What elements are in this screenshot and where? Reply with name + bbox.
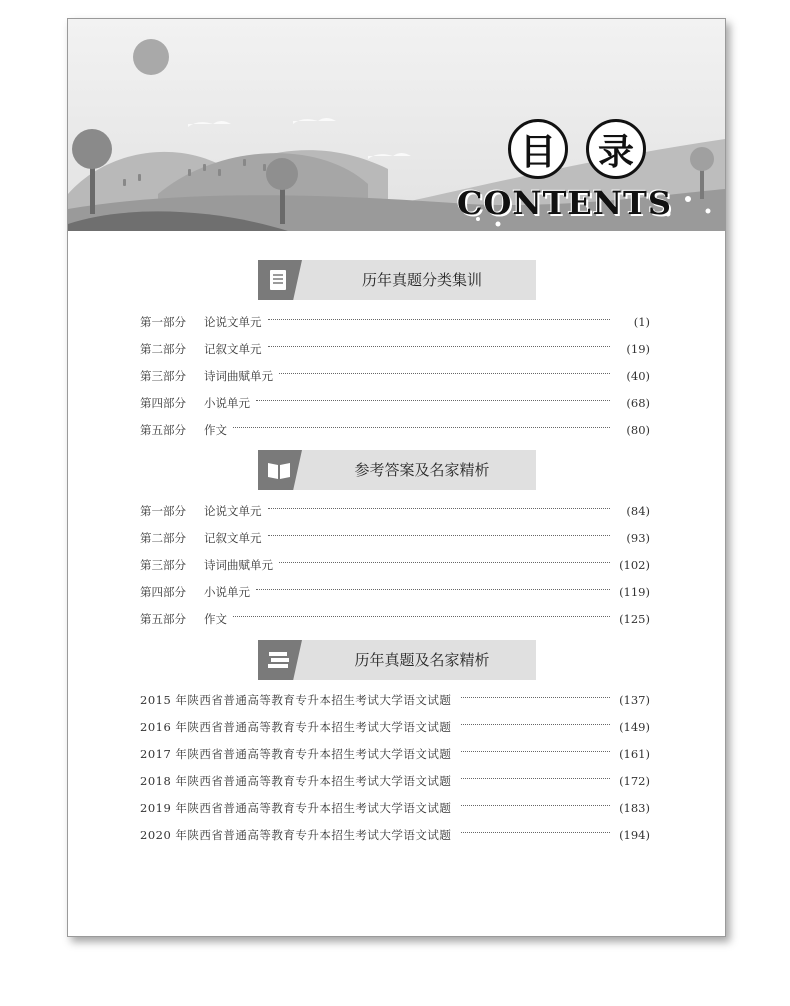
title-char-lu: 录	[586, 119, 646, 179]
toc-entry[interactable]: 第一部分 论说文单元 (84)	[140, 504, 650, 518]
dot-leader	[268, 535, 611, 536]
dot-leader	[461, 832, 610, 833]
dot-leader	[268, 319, 611, 320]
dot-leader	[279, 562, 610, 563]
section-title: 历年真题分类集训	[361, 271, 482, 289]
toc-entry[interactable]: 第三部分 诗词曲赋单元 (40)	[140, 369, 650, 383]
section-title: 历年真题及名家精析	[354, 651, 490, 669]
contents-title-english: CONTENTS	[457, 184, 672, 222]
dot-leader	[233, 427, 610, 428]
dot-leader	[461, 805, 610, 806]
toc-entry[interactable]: 第五部分 作文 (125)	[140, 612, 650, 626]
dot-leader	[256, 400, 610, 401]
toc-entry[interactable]: 2019 年陕西省普通高等教育专升本招生考试大学语文试题 (183)	[140, 801, 650, 815]
book-page	[67, 18, 726, 937]
dot-leader	[268, 508, 611, 509]
dot-leader	[279, 373, 610, 374]
dot-leader	[461, 724, 610, 725]
contents-title-chinese	[508, 119, 646, 179]
toc-entry[interactable]: 2016 年陕西省普通高等教育专升本招生考试大学语文试题 (149)	[140, 720, 650, 734]
toc-entry[interactable]: 第二部分 记叙文单元 (93)	[140, 531, 650, 545]
toc-entry[interactable]: 第四部分 小说单元 (68)	[140, 396, 650, 410]
section-header-2	[258, 450, 536, 490]
section-header-3	[258, 640, 536, 680]
dot-leader	[256, 589, 610, 590]
toc-entry[interactable]: 第五部分 作文 (80)	[140, 423, 650, 437]
toc-entry[interactable]: 第三部分 诗词曲赋单元 (102)	[140, 558, 650, 572]
document-icon	[266, 268, 290, 292]
toc-entry[interactable]: 2015 年陕西省普通高等教育专升本招生考试大学语文试题 (137)	[140, 693, 650, 707]
open-book-icon	[266, 458, 292, 482]
dot-leader	[461, 697, 610, 698]
toc-entry[interactable]: 2018 年陕西省普通高等教育专升本招生考试大学语文试题 (172)	[140, 774, 650, 788]
dot-leader	[461, 778, 610, 779]
toc-entry[interactable]: 2017 年陕西省普通高等教育专升本招生考试大学语文试题 (161)	[140, 747, 650, 761]
dot-leader	[233, 616, 610, 617]
book-stack-icon	[266, 648, 292, 672]
toc-entry[interactable]: 第四部分 小说单元 (119)	[140, 585, 650, 599]
sun-icon	[133, 39, 169, 75]
toc-entry[interactable]: 第一部分 论说文单元 (1)	[140, 315, 650, 329]
section-title: 参考答案及名家精析	[354, 461, 490, 479]
toc-entry[interactable]: 第二部分 记叙文单元 (19)	[140, 342, 650, 356]
dot-leader	[268, 346, 611, 347]
toc-entry[interactable]: 2020 年陕西省普通高等教育专升本招生考试大学语文试题 (194)	[140, 828, 650, 842]
section-header-1	[258, 260, 536, 300]
title-char-mu: 目	[508, 119, 568, 179]
dot-leader	[461, 751, 610, 752]
header-banner	[68, 19, 725, 231]
